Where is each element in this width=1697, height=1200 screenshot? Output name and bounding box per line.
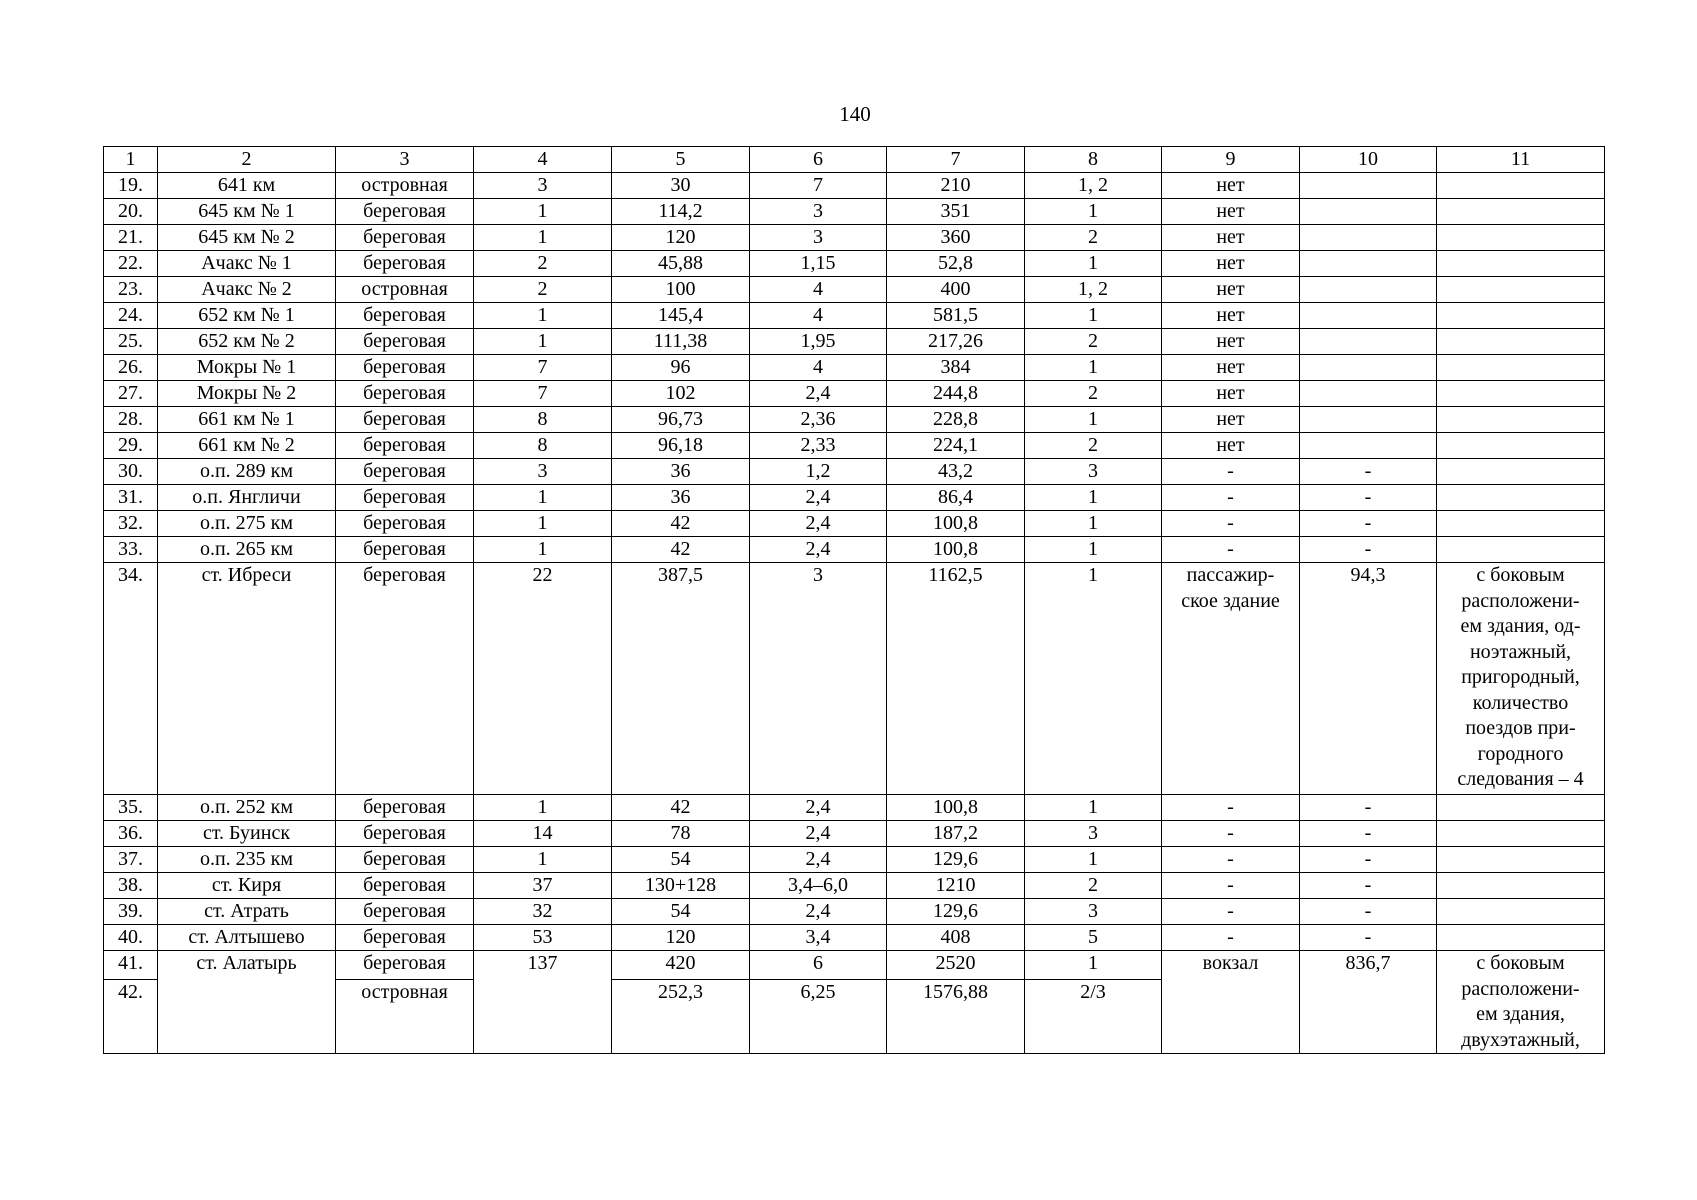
col-4-cell: 32 (474, 899, 612, 925)
col-6-cell: 3 (750, 225, 887, 251)
col-8-cell: 1 (1025, 251, 1162, 277)
col-10-cell (1300, 173, 1437, 199)
platform-type-cell: береговая (336, 821, 474, 847)
col-10-cell (1300, 407, 1437, 433)
stop-name-cell: о.п. 252 км (158, 795, 336, 821)
col-6-cell: 2,4 (750, 847, 887, 873)
table-row (104, 459, 1605, 485)
col-4-cell: 1 (474, 199, 612, 225)
platform-type-cell: береговая (336, 199, 474, 225)
col-6-cell: 1,2 (750, 459, 887, 485)
col-9-cell: пассажир- ское здание (1162, 563, 1300, 795)
col-11-cell (1437, 873, 1605, 899)
col-9-cell: нет (1162, 407, 1300, 433)
platform-type-cell: береговая (336, 251, 474, 277)
table-row (104, 873, 1605, 899)
column-header: 2 (158, 147, 336, 173)
col-5-cell: 145,4 (612, 303, 750, 329)
col-8-cell: 1 (1025, 795, 1162, 821)
col-7-cell: 129,6 (887, 899, 1025, 925)
col-6-cell: 2,33 (750, 433, 887, 459)
col-11-cell (1437, 277, 1605, 303)
column-header: 11 (1437, 147, 1605, 173)
stop-name-cell: ст. Ибреси (158, 563, 336, 795)
col-9-cell: нет (1162, 329, 1300, 355)
col-4-cell: 2 (474, 277, 612, 303)
col-7-cell: 384 (887, 355, 1025, 381)
col-11-cell (1437, 381, 1605, 407)
col-6-cell: 2,4 (750, 537, 887, 563)
col-11-cell (1437, 225, 1605, 251)
col-10-cell: - (1300, 511, 1437, 537)
col-6-cell: 3,4 (750, 925, 887, 951)
platform-type-cell: береговая (336, 873, 474, 899)
col-7-cell: 1576,88 (887, 980, 1025, 1054)
col-10-cell (1300, 355, 1437, 381)
col-8-cell: 1 (1025, 951, 1162, 980)
col-7-cell: 1162,5 (887, 563, 1025, 795)
platform-type-cell: береговая (336, 433, 474, 459)
col-4-cell: 2 (474, 251, 612, 277)
col-4-cell: 1 (474, 847, 612, 873)
row-number-cell: 31. (104, 485, 158, 511)
column-header: 1 (104, 147, 158, 173)
col-11-cell (1437, 511, 1605, 537)
table-row (104, 511, 1605, 537)
table-row (104, 355, 1605, 381)
row-number-cell: 39. (104, 899, 158, 925)
column-numbers-row (104, 147, 1605, 173)
col-8-cell: 1 (1025, 485, 1162, 511)
col-5-cell: 45,88 (612, 251, 750, 277)
col-8-cell: 1 (1025, 199, 1162, 225)
col-9-cell: - (1162, 925, 1300, 951)
col-9-cell: - (1162, 537, 1300, 563)
col-7-cell: 1210 (887, 873, 1025, 899)
column-header: 10 (1300, 147, 1437, 173)
platform-type-cell: береговая (336, 847, 474, 873)
col-4-cell: 1 (474, 303, 612, 329)
row-number-cell: 32. (104, 511, 158, 537)
stop-name-cell: о.п. 235 км (158, 847, 336, 873)
col-8-cell: 3 (1025, 459, 1162, 485)
table-row (104, 407, 1605, 433)
col-7-cell: 228,8 (887, 407, 1025, 433)
col-10-cell (1300, 199, 1437, 225)
col-10-cell: - (1300, 821, 1437, 847)
col-5-cell: 42 (612, 795, 750, 821)
col-5-cell: 114,2 (612, 199, 750, 225)
stop-name-cell: 641 км (158, 173, 336, 199)
row-number-cell: 22. (104, 251, 158, 277)
row-number-cell: 36. (104, 821, 158, 847)
col-6-cell: 4 (750, 355, 887, 381)
col-6-cell: 3,4–6,0 (750, 873, 887, 899)
row-number-cell: 41. (104, 951, 158, 980)
col-7-cell: 52,8 (887, 251, 1025, 277)
col-5-cell: 30 (612, 173, 750, 199)
col-5-cell: 42 (612, 537, 750, 563)
col-6-cell: 2,4 (750, 381, 887, 407)
stop-name-cell: 652 км № 2 (158, 329, 336, 355)
row-number-cell: 42. (104, 980, 158, 1054)
col-7-cell: 408 (887, 925, 1025, 951)
col-5-cell: 100 (612, 277, 750, 303)
platform-type-cell: береговая (336, 329, 474, 355)
col-5-cell: 54 (612, 847, 750, 873)
col-8-cell: 2 (1025, 329, 1162, 355)
col-11-cell (1437, 459, 1605, 485)
col-7-cell: 129,6 (887, 847, 1025, 873)
platform-type-cell: береговая (336, 407, 474, 433)
col-7-cell: 217,26 (887, 329, 1025, 355)
col-11-cell (1437, 795, 1605, 821)
stop-name-cell: ст. Алтышево (158, 925, 336, 951)
col-5-cell: 420 (612, 951, 750, 980)
col-11-cell (1437, 847, 1605, 873)
col-5-cell: 54 (612, 899, 750, 925)
col-5-cell: 42 (612, 511, 750, 537)
col-9-cell: нет (1162, 277, 1300, 303)
platform-type-cell: береговая (336, 511, 474, 537)
col-5-cell: 252,3 (612, 980, 750, 1054)
row-number-cell: 26. (104, 355, 158, 381)
col-5-cell: 120 (612, 925, 750, 951)
col-6-cell: 7 (750, 173, 887, 199)
col-8-cell: 1, 2 (1025, 277, 1162, 303)
col-8-cell: 3 (1025, 899, 1162, 925)
col-5-cell: 36 (612, 459, 750, 485)
col-4-cell: 8 (474, 433, 612, 459)
stop-name-cell: Ачакс № 2 (158, 277, 336, 303)
col-11-cell (1437, 899, 1605, 925)
col-7-cell: 100,8 (887, 537, 1025, 563)
col-10-cell (1300, 277, 1437, 303)
table-row (104, 329, 1605, 355)
col-10-cell: - (1300, 873, 1437, 899)
col-10-cell: - (1300, 537, 1437, 563)
table-row (104, 225, 1605, 251)
col-9-cell: нет (1162, 355, 1300, 381)
platform-type-cell: береговая (336, 459, 474, 485)
column-header: 9 (1162, 147, 1300, 173)
stop-name-cell: 645 км № 2 (158, 225, 336, 251)
table-row (104, 251, 1605, 277)
col-8-cell: 1 (1025, 303, 1162, 329)
col-6-cell: 2,4 (750, 795, 887, 821)
col-8-cell: 1, 2 (1025, 173, 1162, 199)
col-7-cell: 187,2 (887, 821, 1025, 847)
col-5-cell: 78 (612, 821, 750, 847)
col-4-cell: 37 (474, 873, 612, 899)
col-7-cell: 43,2 (887, 459, 1025, 485)
col-10-cell (1300, 381, 1437, 407)
platform-table (103, 146, 1605, 1054)
col-9-cell: - (1162, 821, 1300, 847)
col-7-cell: 360 (887, 225, 1025, 251)
col-6-cell: 6,25 (750, 980, 887, 1054)
row-number-cell: 20. (104, 199, 158, 225)
page-number: 140 (839, 102, 871, 126)
stop-name-cell: ст. Атрать (158, 899, 336, 925)
col-10-cell: - (1300, 459, 1437, 485)
table-row (104, 795, 1605, 821)
col-6-cell: 2,36 (750, 407, 887, 433)
table-row (104, 925, 1605, 951)
col-4-cell: 137 (474, 951, 612, 1054)
col-9-cell: нет (1162, 303, 1300, 329)
col-8-cell: 2 (1025, 873, 1162, 899)
col-10-cell (1300, 433, 1437, 459)
col-11-cell (1437, 925, 1605, 951)
row-number-cell: 28. (104, 407, 158, 433)
row-number-cell: 33. (104, 537, 158, 563)
table-row (104, 537, 1605, 563)
col-11-cell (1437, 199, 1605, 225)
col-10-cell (1300, 225, 1437, 251)
col-10-cell: 94,3 (1300, 563, 1437, 795)
col-11-cell: с боковым расположени- ем здания, двухэтажный, (1437, 951, 1605, 1054)
col-9-cell: нет (1162, 433, 1300, 459)
stop-name-cell: Мокры № 1 (158, 355, 336, 381)
column-header: 6 (750, 147, 887, 173)
stop-name-cell: ст. Буинск (158, 821, 336, 847)
col-7-cell: 86,4 (887, 485, 1025, 511)
platform-type-cell: береговая (336, 225, 474, 251)
col-9-cell: - (1162, 459, 1300, 485)
col-5-cell: 96,18 (612, 433, 750, 459)
row-number-cell: 34. (104, 563, 158, 795)
col-4-cell: 22 (474, 563, 612, 795)
row-number-cell: 19. (104, 173, 158, 199)
stop-name-cell: о.п. 289 км (158, 459, 336, 485)
col-4-cell: 1 (474, 329, 612, 355)
col-4-cell: 53 (474, 925, 612, 951)
col-10-cell (1300, 303, 1437, 329)
col-4-cell: 7 (474, 381, 612, 407)
row-number-cell: 29. (104, 433, 158, 459)
table-row (104, 199, 1605, 225)
col-8-cell: 2 (1025, 225, 1162, 251)
col-6-cell: 2,4 (750, 511, 887, 537)
col-8-cell: 1 (1025, 355, 1162, 381)
col-9-cell: - (1162, 847, 1300, 873)
col-4-cell: 7 (474, 355, 612, 381)
col-9-cell: нет (1162, 225, 1300, 251)
col-6-cell: 1,95 (750, 329, 887, 355)
col-11-cell (1437, 821, 1605, 847)
column-header: 5 (612, 147, 750, 173)
col-9-cell: - (1162, 795, 1300, 821)
stop-name-cell: о.п. 265 км (158, 537, 336, 563)
column-header: 4 (474, 147, 612, 173)
stop-name-cell: ст. Алатырь (158, 951, 336, 1054)
row-number-cell: 37. (104, 847, 158, 873)
row-number-cell: 24. (104, 303, 158, 329)
col-9-cell: - (1162, 873, 1300, 899)
column-header: 8 (1025, 147, 1162, 173)
col-8-cell: 1 (1025, 511, 1162, 537)
col-8-cell: 2/3 (1025, 980, 1162, 1054)
row-number-cell: 27. (104, 381, 158, 407)
platform-type-cell: береговая (336, 899, 474, 925)
col-5-cell: 36 (612, 485, 750, 511)
col-5-cell: 111,38 (612, 329, 750, 355)
col-9-cell: нет (1162, 251, 1300, 277)
stop-name-cell: ст. Киря (158, 873, 336, 899)
platform-type-cell: островная (336, 277, 474, 303)
col-10-cell: - (1300, 795, 1437, 821)
platform-type-cell: островная (336, 980, 474, 1054)
row-number-cell: 35. (104, 795, 158, 821)
table-row (104, 277, 1605, 303)
col-6-cell: 3 (750, 563, 887, 795)
col-11-cell (1437, 485, 1605, 511)
stop-name-cell: 661 км № 2 (158, 433, 336, 459)
col-11-cell (1437, 329, 1605, 355)
col-6-cell: 2,4 (750, 899, 887, 925)
col-11-cell (1437, 303, 1605, 329)
row-number-cell: 21. (104, 225, 158, 251)
col-4-cell: 3 (474, 459, 612, 485)
platform-type-cell: береговая (336, 355, 474, 381)
stop-name-cell: Мокры № 2 (158, 381, 336, 407)
row-number-cell: 25. (104, 329, 158, 355)
platform-type-cell: береговая (336, 381, 474, 407)
column-header: 3 (336, 147, 474, 173)
table-row (104, 381, 1605, 407)
col-4-cell: 14 (474, 821, 612, 847)
col-7-cell: 581,5 (887, 303, 1025, 329)
col-7-cell: 224,1 (887, 433, 1025, 459)
col-9-cell: - (1162, 899, 1300, 925)
table-row (104, 563, 1605, 795)
platform-type-cell: береговая (336, 925, 474, 951)
table-row (104, 173, 1605, 199)
col-10-cell: - (1300, 847, 1437, 873)
table-row (104, 433, 1605, 459)
col-5-cell: 96 (612, 355, 750, 381)
platform-type-cell: береговая (336, 563, 474, 795)
col-9-cell: вокзал (1162, 951, 1300, 1054)
col-4-cell: 1 (474, 485, 612, 511)
col-6-cell: 3 (750, 199, 887, 225)
table-row (104, 951, 1605, 980)
row-number-cell: 38. (104, 873, 158, 899)
row-number-cell: 23. (104, 277, 158, 303)
col-8-cell: 3 (1025, 821, 1162, 847)
col-4-cell: 3 (474, 173, 612, 199)
col-8-cell: 2 (1025, 381, 1162, 407)
col-8-cell: 5 (1025, 925, 1162, 951)
col-8-cell: 1 (1025, 563, 1162, 795)
stop-name-cell: о.п. 275 км (158, 511, 336, 537)
col-6-cell: 2,4 (750, 485, 887, 511)
col-6-cell: 1,15 (750, 251, 887, 277)
col-10-cell (1300, 251, 1437, 277)
col-5-cell: 387,5 (612, 563, 750, 795)
table-row (104, 485, 1605, 511)
col-6-cell: 6 (750, 951, 887, 980)
col-5-cell: 96,73 (612, 407, 750, 433)
platform-type-cell: островная (336, 173, 474, 199)
col-9-cell: нет (1162, 199, 1300, 225)
col-10-cell: - (1300, 485, 1437, 511)
col-10-cell: - (1300, 899, 1437, 925)
col-5-cell: 120 (612, 225, 750, 251)
col-10-cell (1300, 329, 1437, 355)
col-10-cell: 836,7 (1300, 951, 1437, 1054)
col-7-cell: 2520 (887, 951, 1025, 980)
col-11-cell (1437, 433, 1605, 459)
col-4-cell: 1 (474, 225, 612, 251)
table-row (104, 303, 1605, 329)
col-7-cell: 351 (887, 199, 1025, 225)
col-7-cell: 210 (887, 173, 1025, 199)
row-number-cell: 40. (104, 925, 158, 951)
col-11-cell: с боковым расположени- ем здания, од- ноэтажный, пригородный, количество поездов при- городного следования – 4 (1437, 563, 1605, 795)
table-row (104, 821, 1605, 847)
stop-name-cell: 645 км № 1 (158, 199, 336, 225)
col-5-cell: 130+128 (612, 873, 750, 899)
table-body (104, 147, 1605, 1054)
col-6-cell: 4 (750, 303, 887, 329)
col-7-cell: 244,8 (887, 381, 1025, 407)
col-9-cell: нет (1162, 173, 1300, 199)
col-4-cell: 1 (474, 537, 612, 563)
platform-type-cell: береговая (336, 537, 474, 563)
col-9-cell: нет (1162, 381, 1300, 407)
col-11-cell (1437, 251, 1605, 277)
col-6-cell: 4 (750, 277, 887, 303)
col-7-cell: 100,8 (887, 795, 1025, 821)
platform-type-cell: береговая (336, 795, 474, 821)
col-4-cell: 1 (474, 511, 612, 537)
col-8-cell: 1 (1025, 407, 1162, 433)
platform-type-cell: береговая (336, 303, 474, 329)
col-5-cell: 102 (612, 381, 750, 407)
table-row (104, 899, 1605, 925)
platform-type-cell: береговая (336, 951, 474, 980)
col-11-cell (1437, 173, 1605, 199)
stop-name-cell: 661 км № 1 (158, 407, 336, 433)
col-4-cell: 8 (474, 407, 612, 433)
col-10-cell: - (1300, 925, 1437, 951)
col-7-cell: 400 (887, 277, 1025, 303)
col-11-cell (1437, 407, 1605, 433)
col-6-cell: 2,4 (750, 821, 887, 847)
stop-name-cell: 652 км № 1 (158, 303, 336, 329)
stop-name-cell: о.п. Янгличи (158, 485, 336, 511)
col-9-cell: - (1162, 485, 1300, 511)
col-11-cell (1437, 537, 1605, 563)
platform-type-cell: береговая (336, 485, 474, 511)
col-8-cell: 2 (1025, 433, 1162, 459)
column-header: 7 (887, 147, 1025, 173)
col-8-cell: 1 (1025, 847, 1162, 873)
col-11-cell (1437, 355, 1605, 381)
row-number-cell: 30. (104, 459, 158, 485)
col-8-cell: 1 (1025, 537, 1162, 563)
table-row (104, 847, 1605, 873)
col-9-cell: - (1162, 511, 1300, 537)
col-7-cell: 100,8 (887, 511, 1025, 537)
col-4-cell: 1 (474, 795, 612, 821)
stop-name-cell: Ачакс № 1 (158, 251, 336, 277)
